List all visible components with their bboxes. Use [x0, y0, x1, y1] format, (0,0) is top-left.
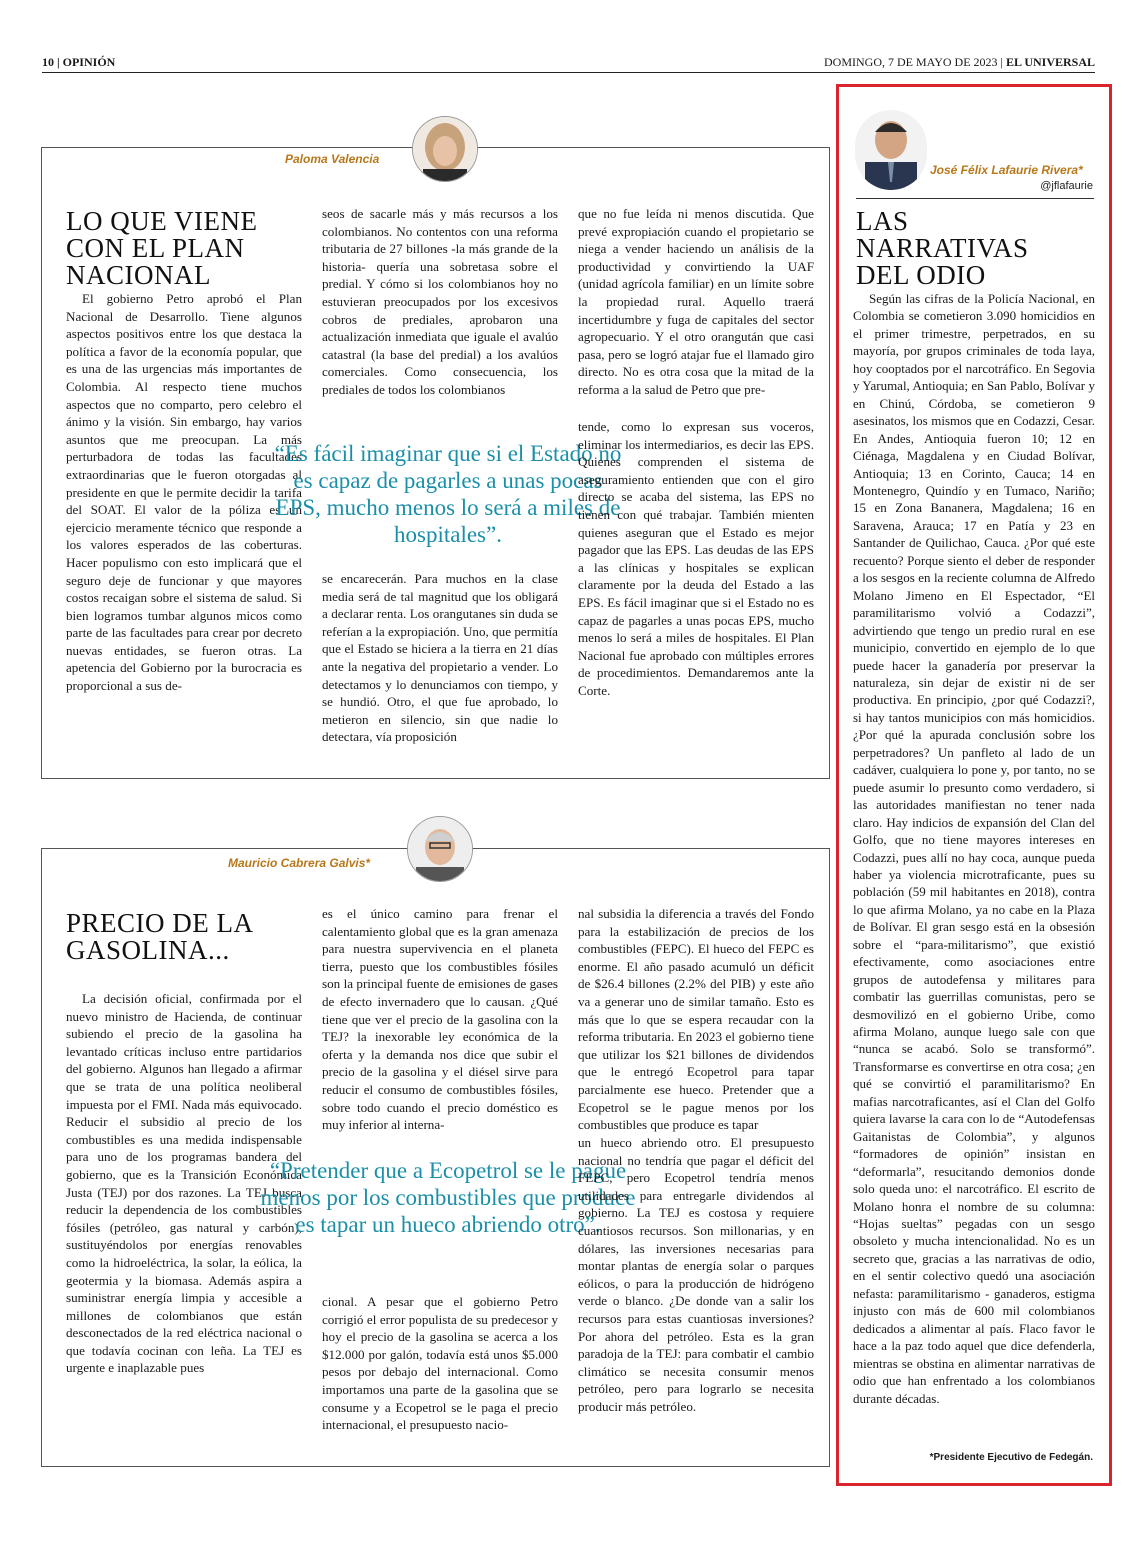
article1-col2b: [322, 570, 558, 746]
paragraph: que no fue leída ni menos discutida. Que prevé expropiación cuando el propietario se niega a vender haciendo un análisis de la productividad y convirtiendo la UAF (unidad agrícola familiar) en un límite sobre la propiedad rural. Aquello traerá incertidumbre y fuga de capitales del sector agropecuario. Y el otro orangután que casi pasa, pero se logró atajar fue el llamado giro directo. No es otra cosa que la mitad de la reforma a la salud de Petro que pre-: [578, 206, 814, 397]
headline-rule: [856, 198, 1094, 199]
portrait-icon: [855, 110, 927, 190]
article1-col3a: [578, 205, 814, 399]
pull-quote-ecopetrol: “Pretender que a Ecopetrol se le pague menos por los combustibles que produce es tapar un hueco abriendo otro”.: [260, 1158, 636, 1237]
paragraph: tende, como lo expresan sus voceros, eliminar los intermediarios, es decir las EPS. Quienes comprenden el sistema de aseguramiento entienden que con el giro directo se acaba del sistema, las EPS no tienen con qué trabajar. También mienten quienes aseguran que el Estado es mejor pagador que las EPS. Las deudas de las EPS a las clínicas y hospitales se explican claramente por la deuda del Estado a las EPS. Es fácil imaginar que si el Estado no es capaz de pagarles a unas pocas EPS, mucho menos lo será a miles de hospitales. El Plan Nacional fue aprobado con múltiples errores de procedimientos. Demandaremos ante la Corte.: [578, 419, 814, 698]
author-footnote: *Presidente Ejecutivo de Fedegán.: [929, 1452, 1093, 1463]
author-photo-valencia: [412, 116, 478, 182]
author-name-cabrera: Mauricio Cabrera Galvis*: [228, 856, 371, 870]
paragraph: seos de sacarle más y más recursos a los colombianos. No contentos con una reforma tributaria de 27 billones -la más grande de la historia- quería una sobretasa sobre el predial. Y cómo si los colombianos hoy no estuvieran preocupados por los excesivos cobros de prediales, aprobaron una actualización inmediata que iguale el avalúo catastral (la base del predial) a los avalúos comerciales. Como consecuencia, los prediales de todos los colombianos: [322, 206, 558, 397]
paragraph: un hueco abriendo otro. El presupuesto nacional no tendría que pagar el déficit del FEPC, pero Ecopetrol tendría menos utilidades para entregarle dividendos al gobierno. La TEJ es costosa y requiere cuantiosos recursos. Son millonarias, y en dólares, las inversiones necesarias para montar plantas de energía solar o parques eólicos, o para la producción de hidrógeno verde o blanco. ¿De donde van a salir los recursos para estas cuantiosas inversiones? Por ahora del petróleo. Esta es la gran paradoja de la TEJ: para combatir el cambio climático se necesita consumir menos petróleo, pero para lograrlo se necesita producir más petróleo.: [578, 1135, 814, 1414]
article3-body: [853, 290, 1095, 1407]
author-photo-cabrera: [407, 816, 473, 882]
portrait-icon: [408, 817, 472, 881]
article2-col3b: [578, 1134, 814, 1416]
paragraph: Según las cifras de la Policía Nacional, en Colombia se cometieron 3.090 homicidios en el primer trimestre, perpetrados, en su mayoría, por grupos criminales de toda laya, hoy cooptados por el narcotráfico. En Segovia y Yarumal, Antioquia; en San Pablo, Bolívar y en Chinú, Córdoba, se cometieron 9 asesinatos, los mismos que en Codazzi, Cesar. En Andes, Antioquia fueron 10; 12 en Ciénaga, Magdalena y en Ciudad Bolívar, Antioquia; 13 en Corinto, Cauca; 14 en Montenegro, Quindío y en Tumaco, Nariño; 15 en Zona Bananera, Magdalena; 16 en Saravena, Arauca; 17 en Patía y 23 en Santander de Quilichao, Cauca. ¿Por qué este recuento? Porque siento el deber de responder a los sesgos en la reciente columna de Alfredo Molano Jimeno en El Espectador, “El paramilitarismo volvió a Codazzi”, advirtiendo que tengo un predio rural en ese municipio, convertido en ejemplo de lo que puede hacer la ganadería por preservar la naturaleza, sin dejar de existir ni de ser productiva. En principio, ¿por qué Codazzi?, si hay tantos municipios con más homicidios. ¿Por qué la apurada conclusión sobre los perpetradores? Un panfleto al lado de un cadáver, cualquiera lo pone y, por tanto, no se puede asumir lo presunto como verdadero, si las autoridades manifiestan no tener nada claro. Hay indicios de expansión del Clan del Golfo, que no tiene mayores intereses en Codazzi, pues allí no hay coca, aunque pueda haber ya violencia microtraficante, pues su población (59 mil habitantes en 2018), contra lo que afirma Molano, ya no cabe en la Plaza de Bolívar. El gran sesgo está en la obsesión sobre el “para-militarismo”, que existió efectivamente, como asociaciones entre grupos de autodefensa y militares para combatir las guerrillas comunistas, pero se desmovilizó en el gobierno Uribe, como afirma Molano, aunque luego sale con que “nunca se acabó. Solo se transformó”. Transformarse es convertirse en otra cosa; ¿en qué se convirtió el paramilitarismo? En mafias narcotraficantes, así el Clan del Golfo quiera lavarse la cara con lo de “Autodefensas Gaitanistas de Colombia”, y algunos “formadores de opinión” insistan en “deformarla”, resucitando demonios donde solo queda uno: el narcotráfico. El escrito de Molano honra el nombre de su columna: “Hojas sueltas” pegadas con un sesgo obsoleto y mucha intencionalidad. No es un secreto que, gracias a las narrativas de odio, en el sentir colectivo quedó una asociación nefasta: paramilitarismo - ganaderos, estigma injusto con más de 600 mil colombianos dedicados a alimentar al país. Flaco favor le hace a la paz todo aquel que dice defenderla, mientras se obstina en alimentar narrativas de odio que han enfrentado a los colombianos durante décadas.: [853, 291, 1095, 1406]
paragraph: El gobierno Petro aprobó el Plan Nacional de Desarrollo. Tiene algunos aspectos positivos entre los que destaca la política a favor de la economía popular, que es una de las urgencias más importantes de Colombia. Al respecto tiene muchos aspectos que no comparto, pero celebro el ánimo y la visión. Sin embargo, hay varios asuntos que me preocupan. La más perturbadora de todas las facultades extraordinarias que le fueron otorgadas al presidente en que le permite decidir la tarifa del SOAT. El valor de la póliza es un ejercicio meramente técnico que responde a los valores esperados de las coberturas. Hacer populismo con esto implicará que el seguro deje de funcionar y que mayores costos recaigan sobre el sistema de salud. Si bien logramos tumbar algunos micos como parte de las facultades para crear por decreto nuevas entidades, se fueron otras. La apetencia del Gobierno por la burocracia es proporcional a sus de-: [66, 291, 302, 694]
paragraph: se encarecerán. Para muchos en la clase media será de tal magnitud que los obligará a declarar renta. Los orangutanes sin duda se referían a la expropiación. Uno, que permitía que el Estado se hiciera a la tierra en 21 días ante la negativa del propietario a vender. Lo detectamos y lo denunciamos con tiempo, y se hundió. Otro, el que fue aprobado, lo metieron en silencio, sin que nadie lo detectara, vía proposición: [322, 571, 558, 745]
paragraph: nal subsidia la diferencia a través del Fondo para la estabilización de precios de los combustibles (FEPC). El hueco del FEPC es enorme. El año pasado acumuló un déficit de $26.4 billones (2.2% del PIB) y este año va a generar uno de similar tamaño. Esto es más que lo que se espera recaudar con la reforma tributaria. En 2023 el gobierno tiene que utilizar los $21 billones de dividendos que le entregó Ecopetrol para tapar parcialmente ese hueco. Pretender que a Ecopetrol se le pague menos por los combustibles que produce es tapar: [578, 906, 814, 1133]
headline-narrativas: LAS NARRATIVAS DEL ODIO: [856, 206, 1029, 290]
header-rule: [42, 72, 1095, 73]
article1-col1: [66, 290, 302, 695]
article2-col2a: [322, 905, 558, 1134]
author-name-lafaurie: José Félix Lafaurie Rivera*: [930, 163, 1083, 177]
date-line: [824, 55, 1095, 70]
portrait-icon: [413, 117, 477, 181]
author-name-valencia: Paloma Valencia: [285, 152, 380, 166]
article1-col2a: [322, 205, 558, 399]
paragraph: es el único camino para frenar el calentamiento global que es la gran amenaza para nuestra supervivencia en el planeta tierra, puesto que los combustibles fósiles son la principal fuente de emisiones de gases de efecto invernadero que lo causan. ¿Qué tiene que ver el precio de la gasolina con la TEJ? la inexorable ley económica de la oferta y la demanda nos dice que subir el precio de la gasolina y el diésel sirve para reducir el consumo de combustibles fósiles, sobre todo cuando el precio doméstico es muy inferior al interna-: [322, 906, 558, 1133]
article2-col3a: [578, 905, 814, 1134]
author-handle-lafaurie: @jflafaurie: [1040, 180, 1093, 192]
paragraph: La decisión oficial, confirmada por el nuevo ministro de Hacienda, de continuar subiendo el precio de la gasolina ha levantado críticas incluso entre partidarios del gobierno. Algunos han llegado a afirmar que se trata de una política neoliberal impuesta por el FMI. Nada más equivocado. Reducir el subsidio al precio de los combustibles es una medida indispensable para uno de los programas bandera del gobierno, que es la Transición Económica Justa (TEJ) por dos razones. La TEJ busca reducir la dependencia de los combustibles fósiles (petróleo, gas natural y carbón), sustituyéndolos por energías renovables como la hidroeléctrica, la solar, la eólica, la geotermia y la biomasa. Además aspira a suministrar energía limpia y accesible a millones de colombianos que están desconectados de la red eléctrica nacional o que todavía cocinan con leña. La TEJ es urgente e inaplazable pues: [66, 991, 302, 1376]
article2-col2b: [322, 1293, 558, 1434]
headline-plan-nacional: LO QUE VIENE CON EL PLAN NACIONAL: [66, 206, 258, 290]
section-label: 10 | OPINIÓN: [42, 55, 116, 69]
pull-quote-eps: “Es fácil imaginar que si el Estado no es capaz de pagarles a unas pocas EPS, mucho menos lo será a miles de hospitales”.: [274, 441, 622, 547]
article1-col3b: [578, 418, 814, 700]
paragraph: cional. A pesar que el gobierno Petro corrigió el error populista de su predecesor y hoy el precio de la gasolina se acerca a los $12.000 por galón, todavía está unos $5.000 pesos por debajo del internacional. Como importamos una parte de la gasolina que se consume y a Ecopetrol se le paga el precio internacional, el presupuesto nacio-: [322, 1294, 558, 1433]
date-text: DOMINGO, 7 DE MAYO DE 2023 |: [824, 55, 1003, 69]
headline-gasolina: PRECIO DE LA GASOLINA...: [66, 908, 253, 965]
newspaper-name: EL UNIVERSAL: [1005, 55, 1095, 69]
author-photo-lafaurie: [855, 110, 927, 190]
